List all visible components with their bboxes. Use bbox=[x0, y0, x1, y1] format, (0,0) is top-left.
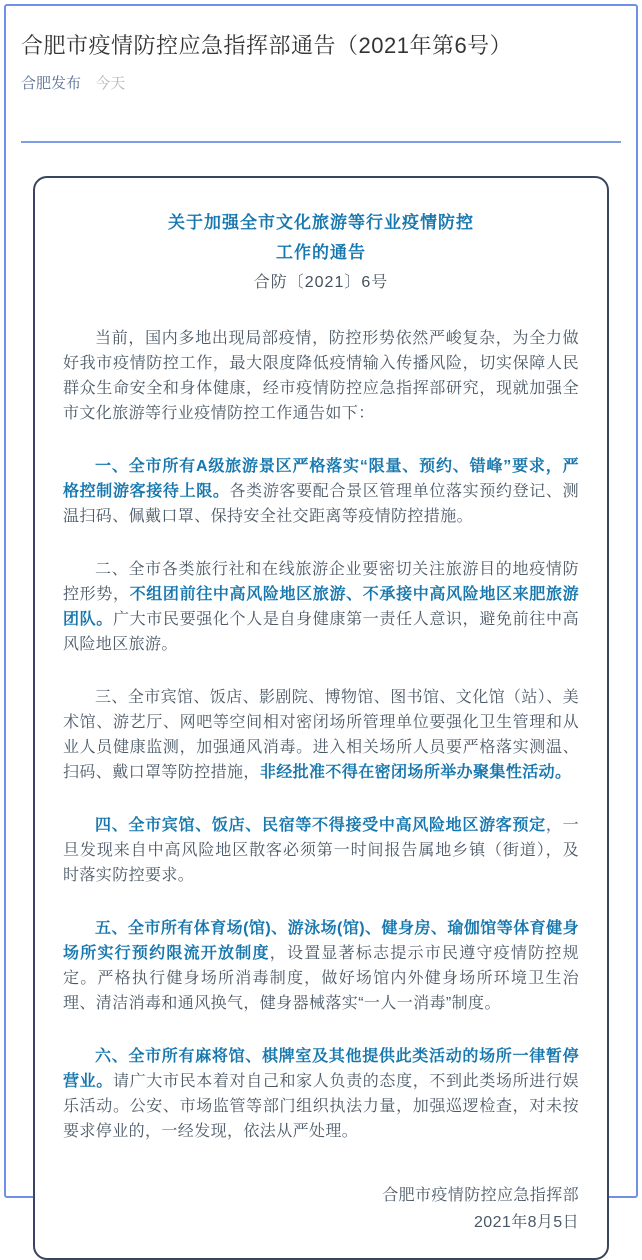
body-text: 二、全市各类旅行社和在线旅游企业要密切关注旅游目的地疫情防控形势， bbox=[63, 561, 579, 604]
notice-box bbox=[33, 176, 609, 1260]
body-text: 当前，国内多地出现局部疫情，防控形势依然严峻复杂，为全力做好我市疫情防控工作，最大限度降低疫情输入传播风险，切实保障人民群众生命安全和身体健康，经市疫情防控应急指挥部研究，现就加强全市文化旅游等行业疫情防控工作通告如下： bbox=[63, 330, 579, 423]
page-border-frame bbox=[4, 4, 638, 1232]
notice-paragraph bbox=[63, 557, 579, 657]
notice-title-line2: 工作的通告 bbox=[276, 243, 366, 263]
notice-paragraph bbox=[63, 916, 579, 1016]
account-name-link[interactable]: 合肥发布 bbox=[21, 74, 82, 92]
notice-paragraph bbox=[63, 1044, 579, 1144]
body-text: 请广大市民本着对自己和家人负责的态度，不到此类场所进行娱乐活动。公安、市场监管等部门组织执法力量，加强巡逻检查，对未按要求停业的，一经发现，依法从严处理。 bbox=[63, 1073, 580, 1141]
body-text: 广大市民要强化个人是自身健康第一责任人意识，避免前往中高风险地区旅游。 bbox=[63, 611, 580, 654]
notice-paragraph bbox=[63, 685, 579, 785]
body-text: ，设置显著标志提示市民遵守疫情防控规定。严格执行健身场所消毒制度，做好场馆内外健身场所环境卫生治理、清洁消毒和通风换气，健身器械落实“一人一消毒”制度。 bbox=[63, 945, 579, 1013]
signature-block bbox=[63, 1182, 579, 1236]
notice-doc-number: 合防〔2021〕6号 bbox=[253, 274, 389, 292]
publish-date: 今天 bbox=[95, 74, 126, 92]
header-divider bbox=[21, 141, 621, 143]
emphasis-text: 非经批准不得在密闭场所举办聚集性活动。 bbox=[259, 764, 572, 782]
signature-date: 2021年8月5日 bbox=[474, 1214, 579, 1232]
body-text: ，一旦发现来自中高风险地区散客必须第一时间报告属地乡镇（街道），及时落实防控要求。 bbox=[63, 817, 579, 885]
emphasis-text: 五、全市所有体育场(馆)、游泳场(馆)、健身房、瑜伽馆等体育健身场所实行预约限流开放制度 bbox=[63, 920, 579, 963]
emphasis-text: 不组团前往中高风险地区旅游、不承接中高风险地区来肥旅游团队。 bbox=[63, 586, 579, 629]
article-title: 合肥市疫情防控应急指挥部通告（2021年第6号） bbox=[21, 33, 513, 58]
emphasis-text: 一、全市所有A级旅游景区严格落实“限量、预约、错峰”要求，严格控制游客接待上限。 bbox=[63, 458, 579, 501]
body-text: 各类游客要配合景区管理单位落实预约登记、测温扫码、佩戴口罩、保持安全社交距离等疫情防控措施。 bbox=[63, 483, 579, 526]
notice-paragraph bbox=[63, 813, 579, 888]
article-header bbox=[15, 30, 627, 143]
body-text: 三、全市宾馆、饭店、影剧院、博物馆、图书馆、文化馆（站）、美术馆、游艺厅、网吧等空间相对密闭场所管理单位要强化卫生管理和从业人员健康监测，加强通风消毒。进入相关场所人员要严格落实测温、扫码、戴口罩等防控措施， bbox=[63, 689, 580, 782]
byline bbox=[21, 74, 621, 94]
signature-issuer: 合肥市疫情防控应急指挥部 bbox=[382, 1187, 579, 1205]
notice-paragraph bbox=[63, 454, 579, 529]
emphasis-text: 六、全市所有麻将馆、棋牌室及其他提供此类活动的场所一律暂停营业。 bbox=[63, 1048, 579, 1091]
notice-body bbox=[63, 326, 579, 1144]
emphasis-text: 四、全市宾馆、饭店、民宿等不得接受中高风险地区游客预定 bbox=[95, 817, 546, 835]
notice-title-line1: 关于加强全市文化旅游等行业疫情防控 bbox=[168, 213, 474, 233]
notice-paragraph bbox=[63, 326, 579, 426]
